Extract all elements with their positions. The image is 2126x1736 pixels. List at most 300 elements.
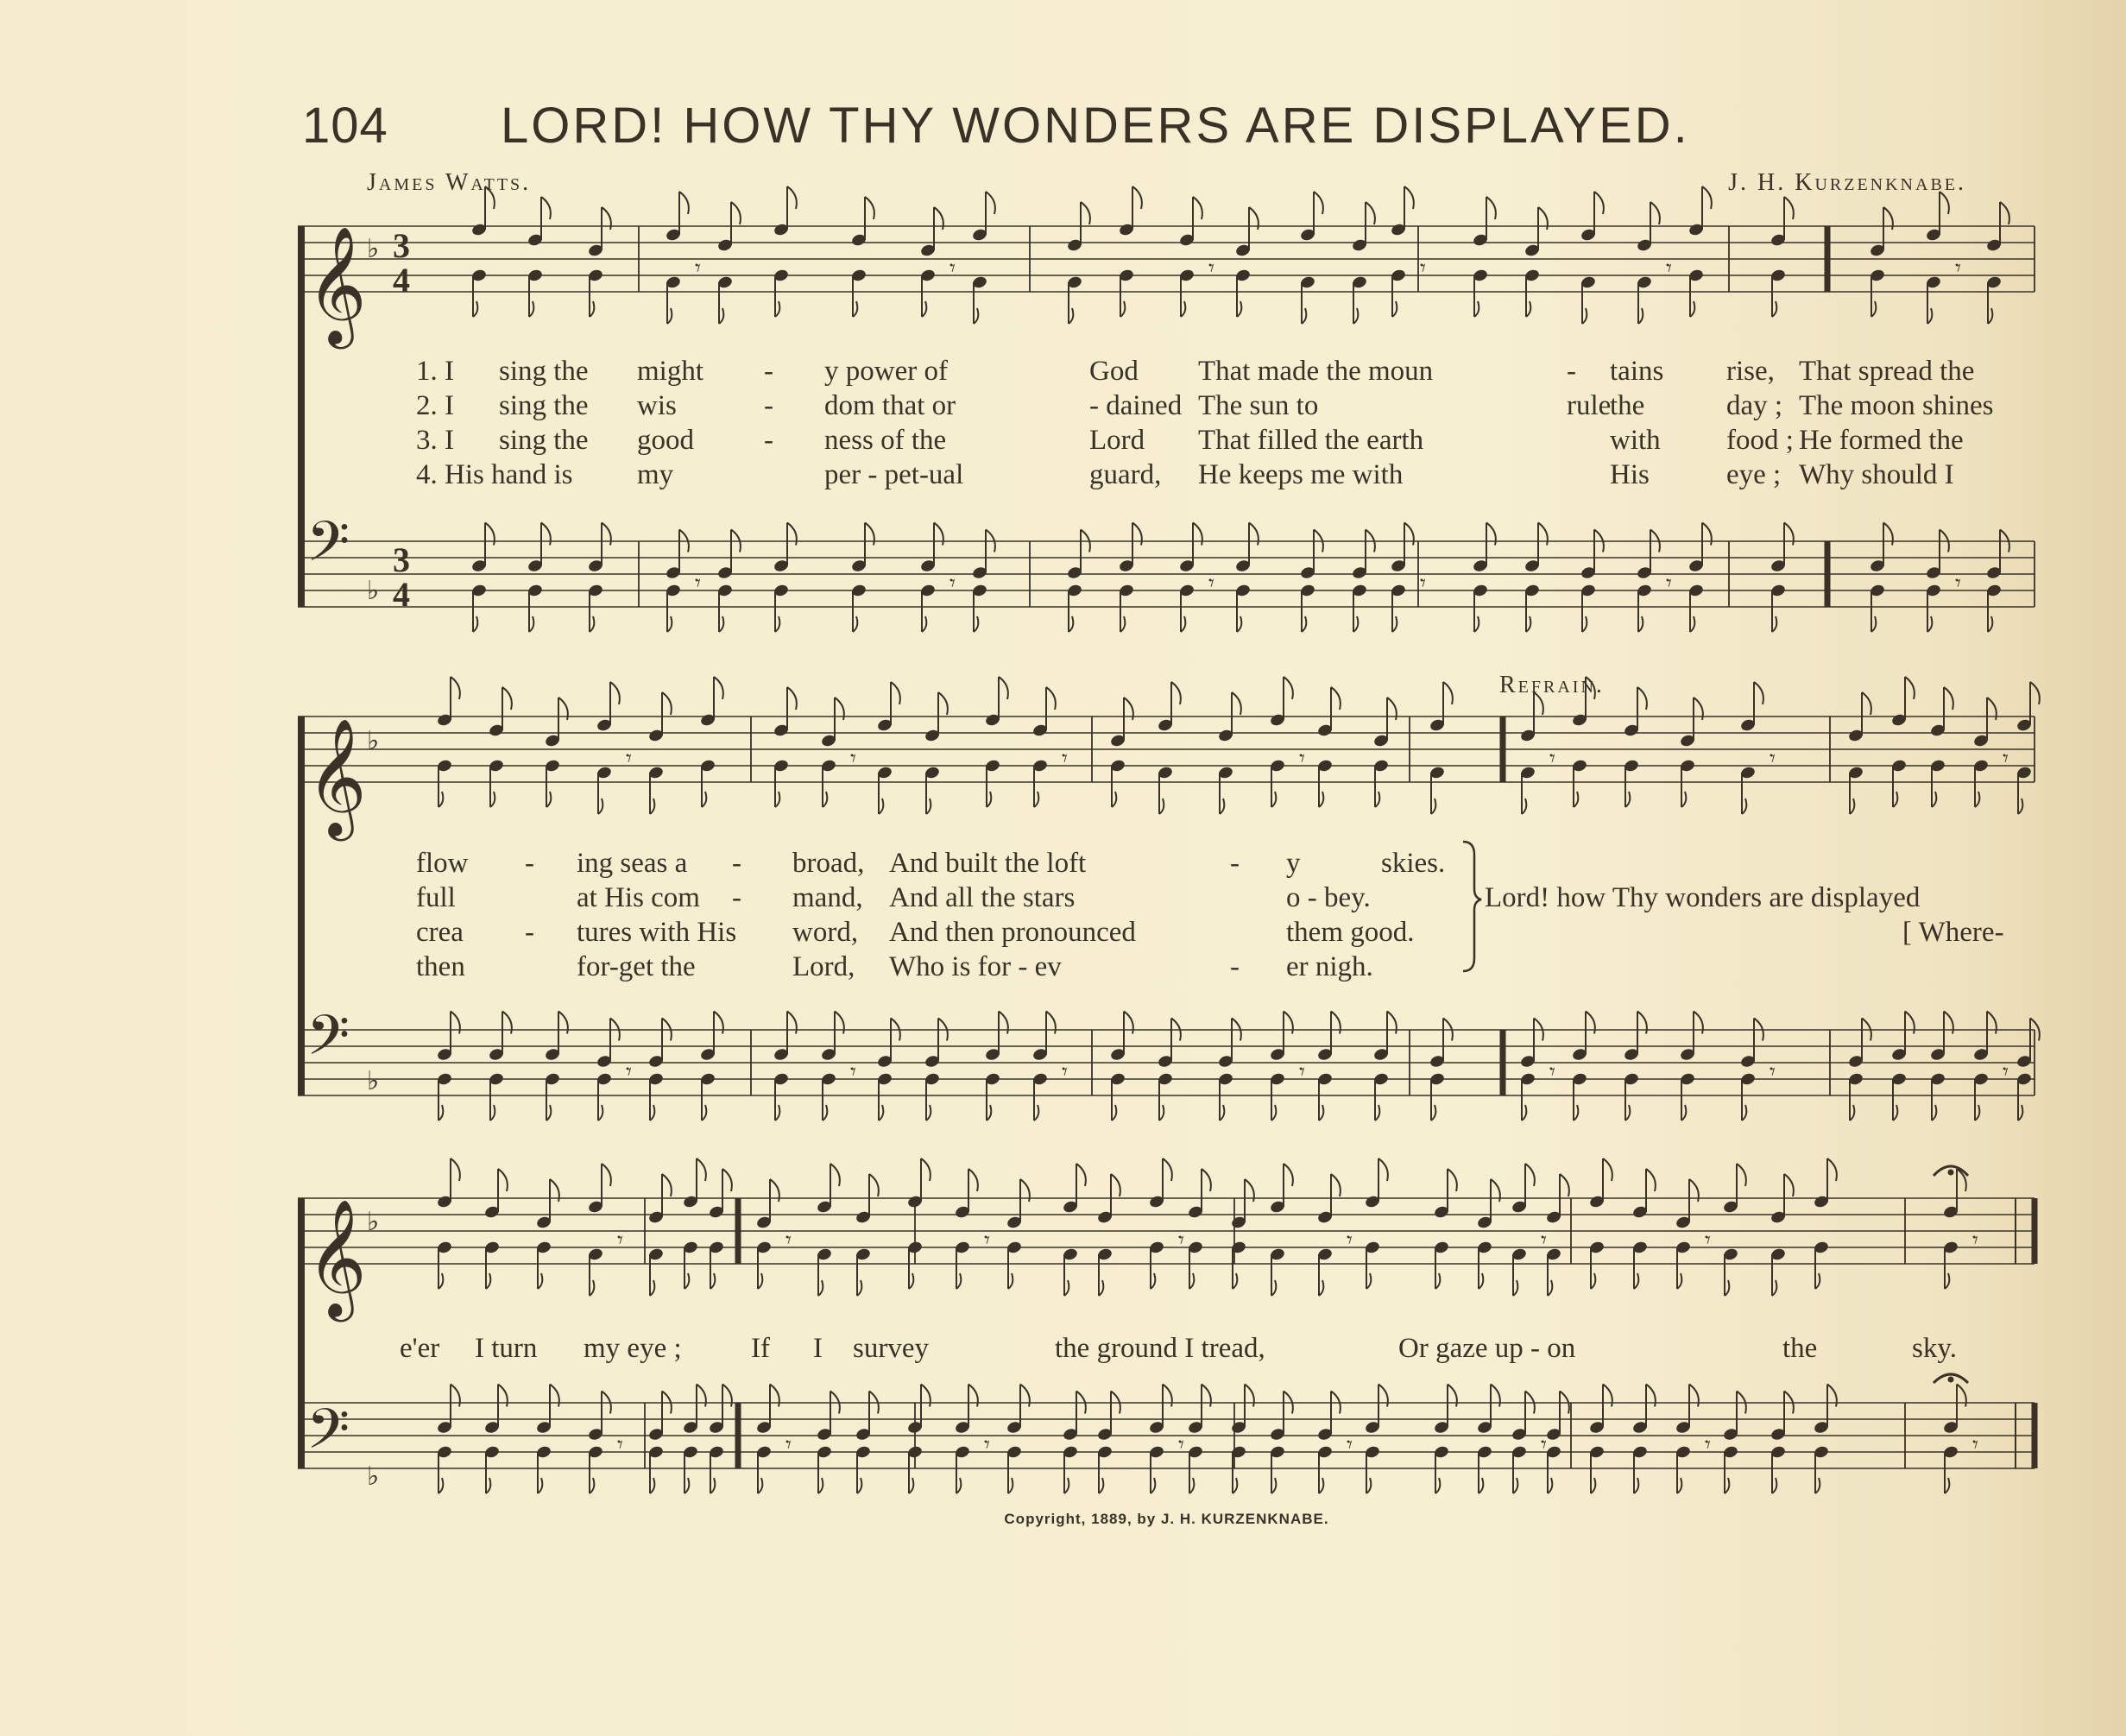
note-flag bbox=[679, 192, 689, 214]
bass-note bbox=[773, 1072, 789, 1121]
lyric-syllable: y bbox=[1286, 848, 1301, 879]
tenor-note bbox=[587, 1392, 610, 1442]
bass-note bbox=[1679, 1072, 1695, 1121]
tenor-note bbox=[1096, 1392, 1120, 1442]
treble-note bbox=[1623, 687, 1646, 737]
treble-note bbox=[1109, 698, 1132, 748]
note-flag bbox=[662, 1174, 672, 1196]
tenor-note bbox=[1545, 1392, 1568, 1442]
alto-note bbox=[483, 1240, 500, 1289]
treble-clef-icon: 𝄞 bbox=[306, 716, 367, 836]
bass-note bbox=[1109, 1072, 1126, 1121]
alto-note bbox=[1847, 766, 1864, 814]
lyric-syllable: with bbox=[1610, 425, 1661, 456]
treble-note bbox=[647, 1174, 671, 1224]
treble-note bbox=[1739, 682, 1763, 732]
treble-note bbox=[647, 692, 671, 742]
alto-note bbox=[1869, 268, 1885, 317]
treble-note bbox=[1269, 677, 1292, 727]
tenor-note bbox=[1476, 1385, 1499, 1435]
song-title: LORD! HOW THY WONDERS ARE DISPLAYED. bbox=[501, 98, 1690, 154]
alto-note bbox=[1269, 1247, 1285, 1296]
treble-note bbox=[954, 1169, 977, 1219]
treble-note bbox=[682, 1158, 705, 1209]
rest-icon: 𝄾 bbox=[984, 1432, 990, 1458]
note-flag bbox=[986, 192, 995, 214]
lyric-syllable: That spread the bbox=[1799, 356, 1975, 387]
tenor-note bbox=[1929, 1012, 1953, 1062]
lyric-syllable: flow bbox=[416, 848, 469, 879]
treble-note bbox=[436, 677, 459, 727]
treble-note bbox=[1813, 1158, 1836, 1209]
treble-note bbox=[488, 687, 511, 737]
alto-note bbox=[1066, 275, 1082, 324]
note-flag bbox=[1448, 1169, 1457, 1191]
treble-note bbox=[544, 698, 567, 748]
alto-note bbox=[1588, 1240, 1605, 1289]
treble-note bbox=[1066, 202, 1089, 252]
alto-note bbox=[2016, 766, 2032, 814]
alto-note bbox=[1269, 759, 1285, 807]
alto-note bbox=[1118, 268, 1134, 317]
bass-note bbox=[1299, 584, 1315, 632]
note-flag bbox=[1132, 186, 1142, 209]
bass-note bbox=[1942, 1445, 1959, 1493]
alto-note bbox=[1372, 759, 1389, 807]
note-flag bbox=[1754, 682, 1763, 704]
bass-note bbox=[1631, 1445, 1648, 1493]
bass-note bbox=[1511, 1445, 1527, 1493]
alto-note bbox=[1299, 275, 1315, 324]
treble-note bbox=[1925, 192, 1948, 242]
alto-note bbox=[699, 759, 716, 807]
treble-note bbox=[1722, 1164, 1745, 1214]
bass-note bbox=[1148, 1445, 1164, 1493]
alto-note bbox=[1178, 268, 1195, 317]
lyric-syllable: my bbox=[637, 459, 674, 490]
note-flag bbox=[722, 1169, 732, 1191]
bass-note bbox=[1316, 1445, 1333, 1493]
tenor-note bbox=[1739, 1019, 1763, 1069]
tenor-note bbox=[1351, 530, 1374, 580]
tenor-note bbox=[1372, 1012, 1396, 1062]
tenor-note bbox=[436, 1012, 459, 1062]
lyric-syllable: then bbox=[416, 951, 465, 982]
bass-note bbox=[816, 1445, 832, 1493]
rest-icon: 𝄾 bbox=[1955, 571, 1961, 597]
bass-note bbox=[1372, 1072, 1389, 1121]
flat-key-signature-icon: ♭ bbox=[367, 234, 380, 264]
note-flag bbox=[787, 687, 797, 710]
rest-icon: 𝄾 bbox=[850, 1059, 856, 1085]
treble-note bbox=[1942, 1169, 1965, 1219]
bass-note bbox=[1429, 1072, 1445, 1121]
bass-note bbox=[1847, 1072, 1864, 1121]
bass-note bbox=[1031, 1072, 1048, 1121]
alto-note bbox=[773, 759, 789, 807]
tenor-note bbox=[1472, 523, 1495, 573]
tenor-note bbox=[527, 523, 550, 573]
bass-note bbox=[1524, 584, 1540, 632]
lyric-syllable: my eye ; bbox=[584, 1333, 682, 1364]
lyric-syllable: full bbox=[416, 882, 456, 913]
lyric-syllable: He formed the bbox=[1799, 425, 1964, 456]
tenor-note bbox=[647, 1019, 671, 1069]
tenor-note bbox=[1679, 1012, 1702, 1062]
rest-icon: 𝄾 bbox=[1972, 1228, 1978, 1253]
bass-note bbox=[1316, 1072, 1333, 1121]
note-flag bbox=[451, 1158, 460, 1181]
alto-note bbox=[1109, 759, 1126, 807]
rest-icon: 𝄾 bbox=[626, 746, 632, 772]
rest-icon: 𝄾 bbox=[1062, 746, 1068, 772]
note-flag bbox=[1594, 192, 1604, 214]
lyric-syllable: I turn bbox=[475, 1333, 538, 1364]
rest-icon: 𝄾 bbox=[1549, 1059, 1555, 1085]
note-flag bbox=[1637, 687, 1647, 710]
refrain-continuation: [ Where- bbox=[1902, 917, 2004, 948]
alto-note bbox=[1511, 1247, 1527, 1296]
lyric-syllable: - bbox=[1230, 951, 1240, 982]
note-flag bbox=[1650, 202, 1660, 224]
bass-note bbox=[1739, 1072, 1756, 1121]
tenor-note bbox=[436, 1385, 459, 1435]
bass-note bbox=[1770, 584, 1786, 632]
treble-note bbox=[1476, 1179, 1499, 1229]
lyric-syllable: y power of bbox=[824, 356, 948, 387]
note-flag bbox=[921, 1158, 931, 1181]
alto-note bbox=[1433, 1240, 1449, 1289]
bass-note bbox=[2016, 1072, 2032, 1121]
treble-note bbox=[1269, 1164, 1292, 1214]
tenor-note bbox=[483, 1385, 507, 1435]
lyric-syllable: That made the moun bbox=[1198, 356, 1434, 387]
treble-note bbox=[1299, 192, 1322, 242]
rest-icon: 𝄾 bbox=[1062, 1059, 1068, 1085]
treble-note bbox=[1062, 1164, 1085, 1214]
rest-icon: 𝄾 bbox=[1666, 571, 1672, 597]
treble-note bbox=[855, 1174, 878, 1224]
tenor-note bbox=[1234, 523, 1258, 573]
note-flag bbox=[610, 682, 620, 704]
treble-note bbox=[587, 207, 610, 257]
tenor-note bbox=[1722, 1392, 1745, 1442]
tenor-note bbox=[535, 1385, 558, 1435]
treble-note bbox=[1679, 698, 1702, 748]
treble-note bbox=[924, 692, 947, 742]
bass-note bbox=[647, 1445, 664, 1493]
treble-note bbox=[1519, 692, 1542, 742]
treble-note bbox=[1031, 687, 1055, 737]
alto-note bbox=[1925, 275, 1941, 324]
bass-note bbox=[773, 584, 789, 632]
alto-note bbox=[1631, 1240, 1648, 1289]
lyric-syllable: 2. I bbox=[416, 390, 454, 421]
tenor-note bbox=[1972, 1012, 1996, 1062]
alto-note bbox=[1519, 766, 1536, 814]
treble-note bbox=[1524, 207, 1547, 257]
treble-note bbox=[596, 682, 619, 732]
tenor-note bbox=[1631, 1385, 1655, 1435]
alto-note bbox=[1675, 1240, 1691, 1289]
rest-icon: 𝄾 bbox=[1666, 256, 1672, 281]
lyric-syllable: - bbox=[1567, 356, 1576, 387]
bass-note bbox=[1006, 1445, 1022, 1493]
lyric-syllable: the ground I tread, bbox=[1055, 1333, 1265, 1364]
rest-icon: 𝄾 bbox=[626, 1059, 632, 1085]
system-bracket bbox=[298, 716, 305, 1095]
tenor-note bbox=[1066, 530, 1089, 580]
note-flag bbox=[1603, 1158, 1612, 1181]
alto-note bbox=[1230, 1240, 1246, 1289]
tenor-note bbox=[919, 523, 943, 573]
rest-icon: 𝄾 bbox=[1420, 571, 1426, 597]
alto-note bbox=[1217, 766, 1233, 814]
treble-note bbox=[1390, 186, 1413, 237]
rest-icon: 𝄾 bbox=[2003, 1059, 2009, 1085]
tenor-note bbox=[984, 1012, 1007, 1062]
note-flag bbox=[485, 186, 495, 209]
refrain-label: Refrain. bbox=[1499, 672, 1605, 698]
note-flag bbox=[830, 1164, 840, 1186]
bass-note bbox=[436, 1445, 452, 1493]
bass-note bbox=[906, 1445, 923, 1493]
alto-note bbox=[1429, 766, 1445, 814]
rest-icon: 𝄾 bbox=[1541, 1432, 1547, 1458]
alto-note bbox=[647, 766, 664, 814]
note-flag bbox=[1737, 1164, 1746, 1186]
lyric-syllable: - bbox=[1230, 848, 1240, 879]
treble-note bbox=[1985, 202, 2009, 252]
bass-note bbox=[1925, 584, 1941, 632]
alto-note bbox=[924, 766, 940, 814]
note-flag bbox=[1284, 1164, 1293, 1186]
treble-note bbox=[755, 1179, 779, 1229]
treble-note bbox=[1148, 1158, 1171, 1209]
treble-note bbox=[1972, 698, 1996, 748]
note-flag bbox=[1586, 677, 1595, 699]
treble-note bbox=[716, 202, 740, 252]
alto-note bbox=[1148, 1240, 1164, 1289]
lyric-syllable: day ; bbox=[1726, 390, 1783, 421]
note-flag bbox=[2000, 202, 2009, 224]
alto-note bbox=[587, 1247, 603, 1296]
bass-note bbox=[1187, 1445, 1203, 1493]
treble-note bbox=[665, 192, 688, 242]
treble-note bbox=[1316, 1174, 1340, 1224]
lyric-syllable: If bbox=[751, 1333, 770, 1364]
alto-note bbox=[716, 275, 733, 324]
alto-note bbox=[1390, 268, 1406, 317]
lyric-syllable: Lord, bbox=[792, 951, 855, 982]
bass-note bbox=[1519, 1072, 1536, 1121]
lyricist-credit: James Watts. bbox=[367, 169, 532, 196]
rest-icon: 𝄾 bbox=[785, 1432, 792, 1458]
treble-note bbox=[527, 197, 550, 247]
treble-note bbox=[1096, 1174, 1120, 1224]
treble-note bbox=[1472, 197, 1495, 247]
tenor-note bbox=[1118, 523, 1141, 573]
alto-note bbox=[1739, 766, 1756, 814]
treble-note bbox=[1316, 687, 1340, 737]
note-flag bbox=[1646, 1169, 1656, 1191]
treble-note bbox=[1364, 1158, 1387, 1209]
lyric-syllable: sing the bbox=[499, 390, 589, 421]
flat-key-signature-icon: ♭ bbox=[367, 726, 380, 756]
tenor-note bbox=[470, 523, 494, 573]
tenor-note bbox=[2016, 1019, 2039, 1069]
bass-note bbox=[919, 584, 936, 632]
lyric-syllable: might bbox=[637, 356, 704, 387]
alto-note bbox=[470, 268, 487, 317]
lyric-syllable: o - bey. bbox=[1286, 882, 1371, 913]
rest-icon: 𝄾 bbox=[1541, 1228, 1547, 1253]
tenor-note bbox=[1433, 1385, 1456, 1435]
lyric-syllable: - bbox=[764, 425, 773, 456]
rest-icon: 𝄾 bbox=[1549, 746, 1555, 772]
note-flag bbox=[1404, 186, 1414, 209]
rest-icon: 𝄾 bbox=[1299, 746, 1305, 772]
treble-note bbox=[1234, 207, 1258, 257]
note-flag bbox=[1193, 197, 1202, 219]
alto-note bbox=[1351, 275, 1367, 324]
tenor-note bbox=[1269, 1392, 1292, 1442]
lyric-syllable: I bbox=[813, 1333, 823, 1364]
note-flag bbox=[451, 677, 460, 699]
lyric-syllable: per - pet-ual bbox=[824, 459, 964, 490]
alto-note bbox=[1316, 1247, 1333, 1296]
alto-note bbox=[755, 1240, 772, 1289]
tenor-note bbox=[665, 530, 688, 580]
lyric-syllable: skies. bbox=[1381, 848, 1446, 879]
lyric-syllable: - bbox=[732, 848, 741, 879]
treble-note bbox=[483, 1169, 507, 1219]
rest-icon: 𝄾 bbox=[1705, 1228, 1711, 1253]
bass-note bbox=[708, 1445, 724, 1493]
rest-icon: 𝄾 bbox=[1299, 1059, 1305, 1085]
treble-note bbox=[1675, 1179, 1698, 1229]
treble-note bbox=[984, 677, 1007, 727]
treble-note bbox=[919, 207, 943, 257]
bass-note bbox=[1476, 1445, 1492, 1493]
lyric-syllable: The sun to bbox=[1198, 390, 1319, 421]
rest-icon: 𝄾 bbox=[695, 571, 701, 597]
lyric-syllable: God bbox=[1089, 356, 1139, 387]
rest-icon: 𝄾 bbox=[984, 1228, 990, 1253]
treble-note bbox=[1118, 186, 1141, 237]
lyric-syllable: ing seas a bbox=[577, 848, 688, 879]
bass-note bbox=[647, 1072, 664, 1121]
rest-icon: 𝄾 bbox=[1955, 256, 1961, 281]
alto-note bbox=[1813, 1240, 1829, 1289]
alto-note bbox=[1580, 275, 1596, 324]
note-flag bbox=[1081, 202, 1090, 224]
tenor-note bbox=[855, 1392, 878, 1442]
tenor-note bbox=[1813, 1385, 1836, 1435]
rest-icon: 𝄾 bbox=[1178, 1432, 1184, 1458]
tenor-note bbox=[1316, 1012, 1340, 1062]
note-flag bbox=[1366, 202, 1375, 224]
bass-note bbox=[483, 1445, 500, 1493]
bass-note bbox=[544, 1072, 560, 1121]
lyric-syllable: broad, bbox=[792, 848, 865, 879]
tenor-note bbox=[682, 1385, 705, 1435]
alto-note bbox=[816, 1247, 832, 1296]
rest-icon: 𝄾 bbox=[1347, 1228, 1353, 1253]
alto-note bbox=[1636, 275, 1652, 324]
note-flag bbox=[1076, 1164, 1086, 1186]
note-flag bbox=[891, 682, 900, 704]
tenor-note bbox=[1571, 1012, 1594, 1062]
tenor-note bbox=[1062, 1392, 1085, 1442]
alto-note bbox=[919, 268, 936, 317]
lyric-syllable: good bbox=[637, 425, 694, 456]
treble-note bbox=[1929, 687, 1953, 737]
treble-note bbox=[587, 1164, 610, 1214]
tenor-note bbox=[1364, 1385, 1387, 1435]
note-flag bbox=[731, 202, 741, 224]
alto-note bbox=[1031, 759, 1048, 807]
tenor-note bbox=[1770, 1392, 1793, 1442]
alto-note bbox=[544, 759, 560, 807]
bass-note bbox=[1545, 1445, 1561, 1493]
bass-note bbox=[855, 1445, 871, 1493]
rest-icon: 𝄾 bbox=[1178, 1228, 1184, 1253]
tenor-note bbox=[1187, 1385, 1210, 1435]
note-flag bbox=[1202, 1169, 1211, 1191]
treble-note bbox=[708, 1169, 731, 1219]
alto-note bbox=[665, 275, 681, 324]
bass-note bbox=[665, 584, 681, 632]
treble-note bbox=[850, 197, 874, 247]
treble-note bbox=[1890, 677, 1914, 727]
refrain-lyric: Lord! how Thy wonders are displayed bbox=[1485, 882, 1921, 913]
tenor-note bbox=[1006, 1385, 1029, 1435]
treble-note bbox=[436, 1158, 459, 1209]
alto-note bbox=[535, 1240, 552, 1289]
tenor-note bbox=[1429, 1019, 1452, 1069]
alto-note bbox=[1722, 1247, 1738, 1296]
bass-note bbox=[1472, 584, 1488, 632]
note-flag bbox=[1940, 192, 1949, 214]
tenor-note bbox=[596, 1019, 619, 1069]
lyric-syllable: mand, bbox=[792, 882, 863, 913]
note-flag bbox=[1378, 1158, 1388, 1181]
alto-note bbox=[1623, 759, 1639, 807]
note-flag bbox=[968, 1169, 978, 1191]
alto-note bbox=[954, 1240, 970, 1289]
treble-note bbox=[1770, 197, 1793, 247]
note-flag bbox=[1171, 682, 1181, 704]
bass-note bbox=[876, 1072, 893, 1121]
lyric-syllable: - bbox=[764, 356, 773, 387]
treble-note bbox=[1187, 1169, 1210, 1219]
alto-note bbox=[596, 766, 612, 814]
bass-note bbox=[1972, 1072, 1989, 1121]
clefs bbox=[306, 224, 410, 1492]
alto-note bbox=[850, 268, 867, 317]
rest-icon: 𝄾 bbox=[1705, 1432, 1711, 1458]
lyric-syllable: eye ; bbox=[1726, 459, 1782, 490]
time-signature-top: 3 bbox=[393, 540, 410, 579]
treble-clef-icon: 𝄞 bbox=[306, 1197, 367, 1316]
bass-note bbox=[1096, 1445, 1113, 1493]
bass-note bbox=[470, 584, 487, 632]
rest-icon: 𝄾 bbox=[617, 1228, 623, 1253]
flat-key-signature-icon: ♭ bbox=[367, 1207, 380, 1237]
treble-note bbox=[1688, 186, 1711, 237]
flat-key-signature-icon: ♭ bbox=[367, 1461, 380, 1492]
